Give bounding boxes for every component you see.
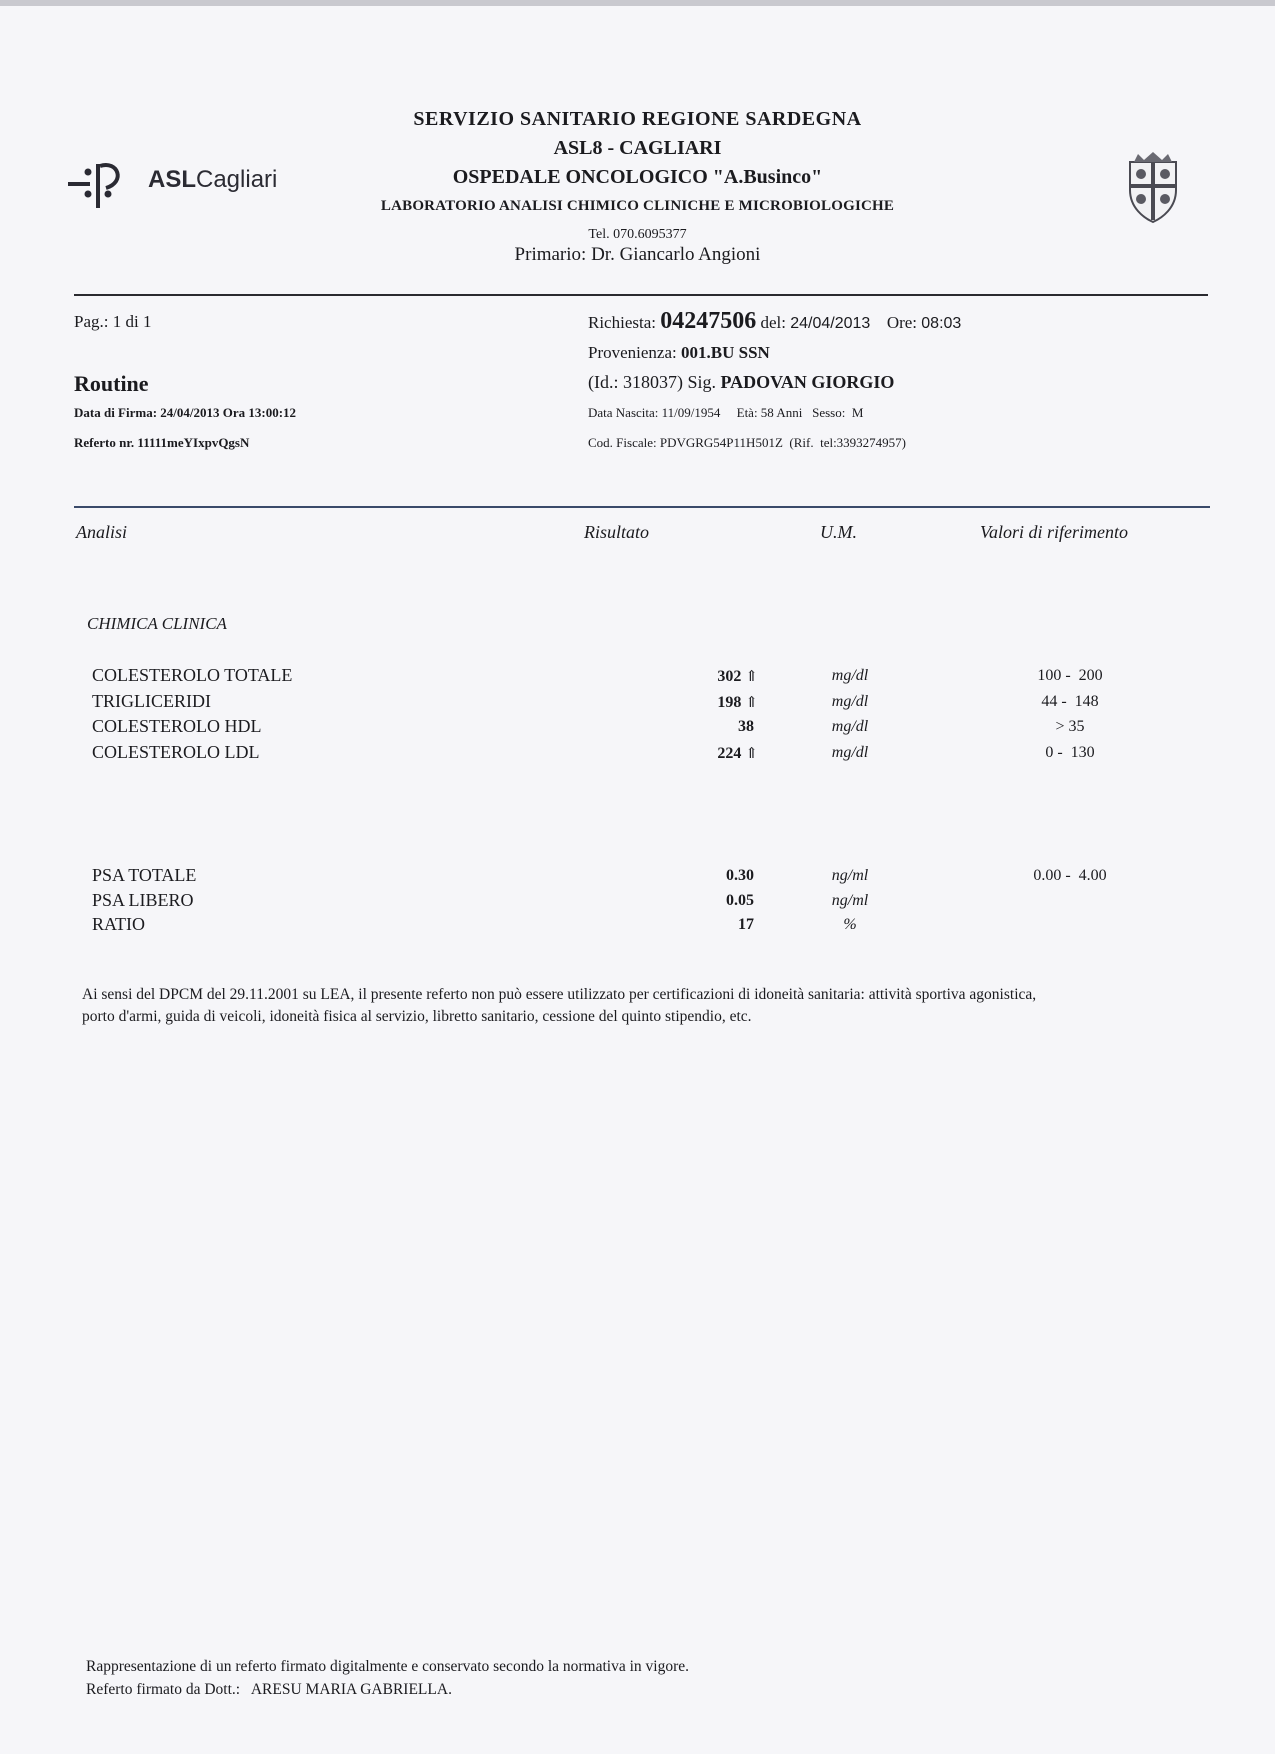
result-value: 0.05 bbox=[726, 891, 754, 909]
header-line-3: OSPEDALE ONCOLOGICO "A.Businco" bbox=[452, 166, 823, 188]
ore-label: Ore: bbox=[886, 313, 918, 332]
result-reference: > 35 bbox=[1055, 718, 1085, 735]
header-line-4: LABORATORIO ANALISI CHIMICO CLINICHE E MICROBIOLOGICHE bbox=[380, 198, 895, 214]
sardinia-coat-of-arms-icon bbox=[1122, 152, 1184, 224]
result-unit: mg/dl bbox=[831, 667, 869, 684]
result-row bbox=[0, 665, 1275, 691]
result-row bbox=[0, 691, 1275, 717]
result-name: PSA LIBERO bbox=[92, 889, 194, 910]
referto-number: Referto nr. 11111meYIxpvQgsN bbox=[74, 435, 250, 450]
result-name: COLESTEROLO LDL bbox=[92, 741, 260, 762]
result-name: COLESTEROLO HDL bbox=[92, 716, 262, 736]
result-reference: 44 - 148 bbox=[1041, 692, 1099, 710]
result-value: 0.30 bbox=[726, 867, 754, 884]
result-name: RATIO bbox=[92, 914, 145, 934]
routine-title: Routine bbox=[74, 371, 149, 396]
footer-digital-note: Rappresentazione di un referto firmato digitalmente e conservato secondo la normativa in vigore. bbox=[86, 1658, 689, 1675]
col-risultato: Risultato bbox=[584, 522, 650, 542]
footer-signed-by: Referto firmato da Dott.: ARESU MARIA GABRIELLA. bbox=[86, 1681, 452, 1698]
result-value: 302 ⇑ bbox=[717, 668, 758, 685]
result-unit: ng/ml bbox=[831, 891, 869, 909]
result-name: COLESTEROLO TOTALE bbox=[92, 665, 293, 685]
del-label: del: bbox=[760, 313, 786, 332]
del-value: 24/04/2013 bbox=[790, 315, 871, 332]
col-valori: Valori di riferimento bbox=[980, 522, 1128, 542]
logo-wordmark: ASLCagliari bbox=[148, 166, 278, 193]
result-unit: % bbox=[843, 916, 857, 933]
result-name: PSA TOTALE bbox=[92, 865, 197, 885]
result-value: 17 bbox=[738, 916, 754, 933]
table-divider bbox=[74, 506, 1210, 508]
header-line-2: ASL8 - CAGLIARI bbox=[553, 137, 722, 159]
signature-date: Data di Firma: 24/04/2013 Ora 13:00:12 bbox=[74, 405, 297, 420]
result-reference: 0.00 - 4.00 bbox=[1033, 867, 1107, 884]
result-row bbox=[0, 890, 1275, 916]
result-row bbox=[0, 742, 1275, 768]
legal-note-line-2: porto d'armi, guida di veicoli, idoneità fisica al servizio, libretto sanitario, cessione del quinto stipendio, etc. bbox=[82, 1008, 752, 1025]
ore-value: 08:03 bbox=[921, 315, 962, 332]
birth-info: Data Nascita: 11/09/1954 Età: 58 Anni Sesso: M bbox=[588, 405, 864, 420]
request-line bbox=[588, 308, 961, 335]
result-value: 38 bbox=[738, 718, 754, 735]
scan-top-edge bbox=[0, 0, 1275, 6]
result-reference: 100 - 200 bbox=[1037, 667, 1103, 684]
richiesta-label: Richiesta: bbox=[588, 313, 656, 332]
patient-id: (Id.: 318037) Sig. bbox=[588, 372, 716, 392]
high-flag-icon: ⇑ bbox=[745, 745, 758, 762]
header-divider bbox=[74, 294, 1208, 296]
result-row bbox=[0, 716, 1275, 742]
provenienza-label: Provenienza: bbox=[588, 343, 677, 362]
provenienza-value: 001.BU SSN bbox=[681, 343, 770, 362]
richiesta-number: 04247506 bbox=[660, 308, 757, 334]
patient-line bbox=[588, 372, 894, 393]
result-row bbox=[0, 865, 1275, 891]
result-value: 224 ⇑ bbox=[717, 744, 758, 762]
high-flag-icon: ⇑ bbox=[745, 669, 758, 685]
legal-note bbox=[82, 984, 1202, 1028]
result-unit: mg/dl bbox=[831, 718, 869, 735]
legal-note-line-1: Ai sensi del DPCM del 29.11.2001 su LEA, il presente referto non può essere utilizzato per certificazioni di idoneità sanitaria: attività sportiva agonistica, bbox=[82, 986, 1037, 1003]
provenienza-line bbox=[588, 343, 770, 363]
result-reference: 0 - 130 bbox=[1045, 743, 1095, 761]
patient-name: PADOVAN GIORGIO bbox=[720, 372, 895, 392]
result-unit: mg/dl bbox=[831, 692, 869, 710]
col-analisi: Analisi bbox=[76, 522, 128, 542]
result-unit: ng/ml bbox=[831, 867, 869, 884]
page-indicator: Pag.: 1 di 1 bbox=[74, 312, 152, 331]
result-row bbox=[0, 914, 1275, 940]
header-line-1: SERVIZIO SANITARIO REGIONE SARDEGNA bbox=[413, 108, 862, 130]
fiscal-code: Cod. Fiscale: PDVGRG54P11H501Z (Rif. tel:3393274957) bbox=[588, 435, 907, 450]
header-tel: Tel. 070.6095377 bbox=[588, 227, 687, 242]
result-value: 198 ⇑ bbox=[717, 693, 758, 711]
high-flag-icon: ⇑ bbox=[745, 694, 758, 711]
col-um: U.M. bbox=[820, 522, 857, 542]
result-unit: mg/dl bbox=[831, 743, 869, 761]
section-chimica-clinica: CHIMICA CLINICA bbox=[87, 614, 227, 633]
header-primario: Primario: Dr. Giancarlo Angioni bbox=[514, 244, 761, 265]
result-name: TRIGLICERIDI bbox=[92, 690, 211, 711]
